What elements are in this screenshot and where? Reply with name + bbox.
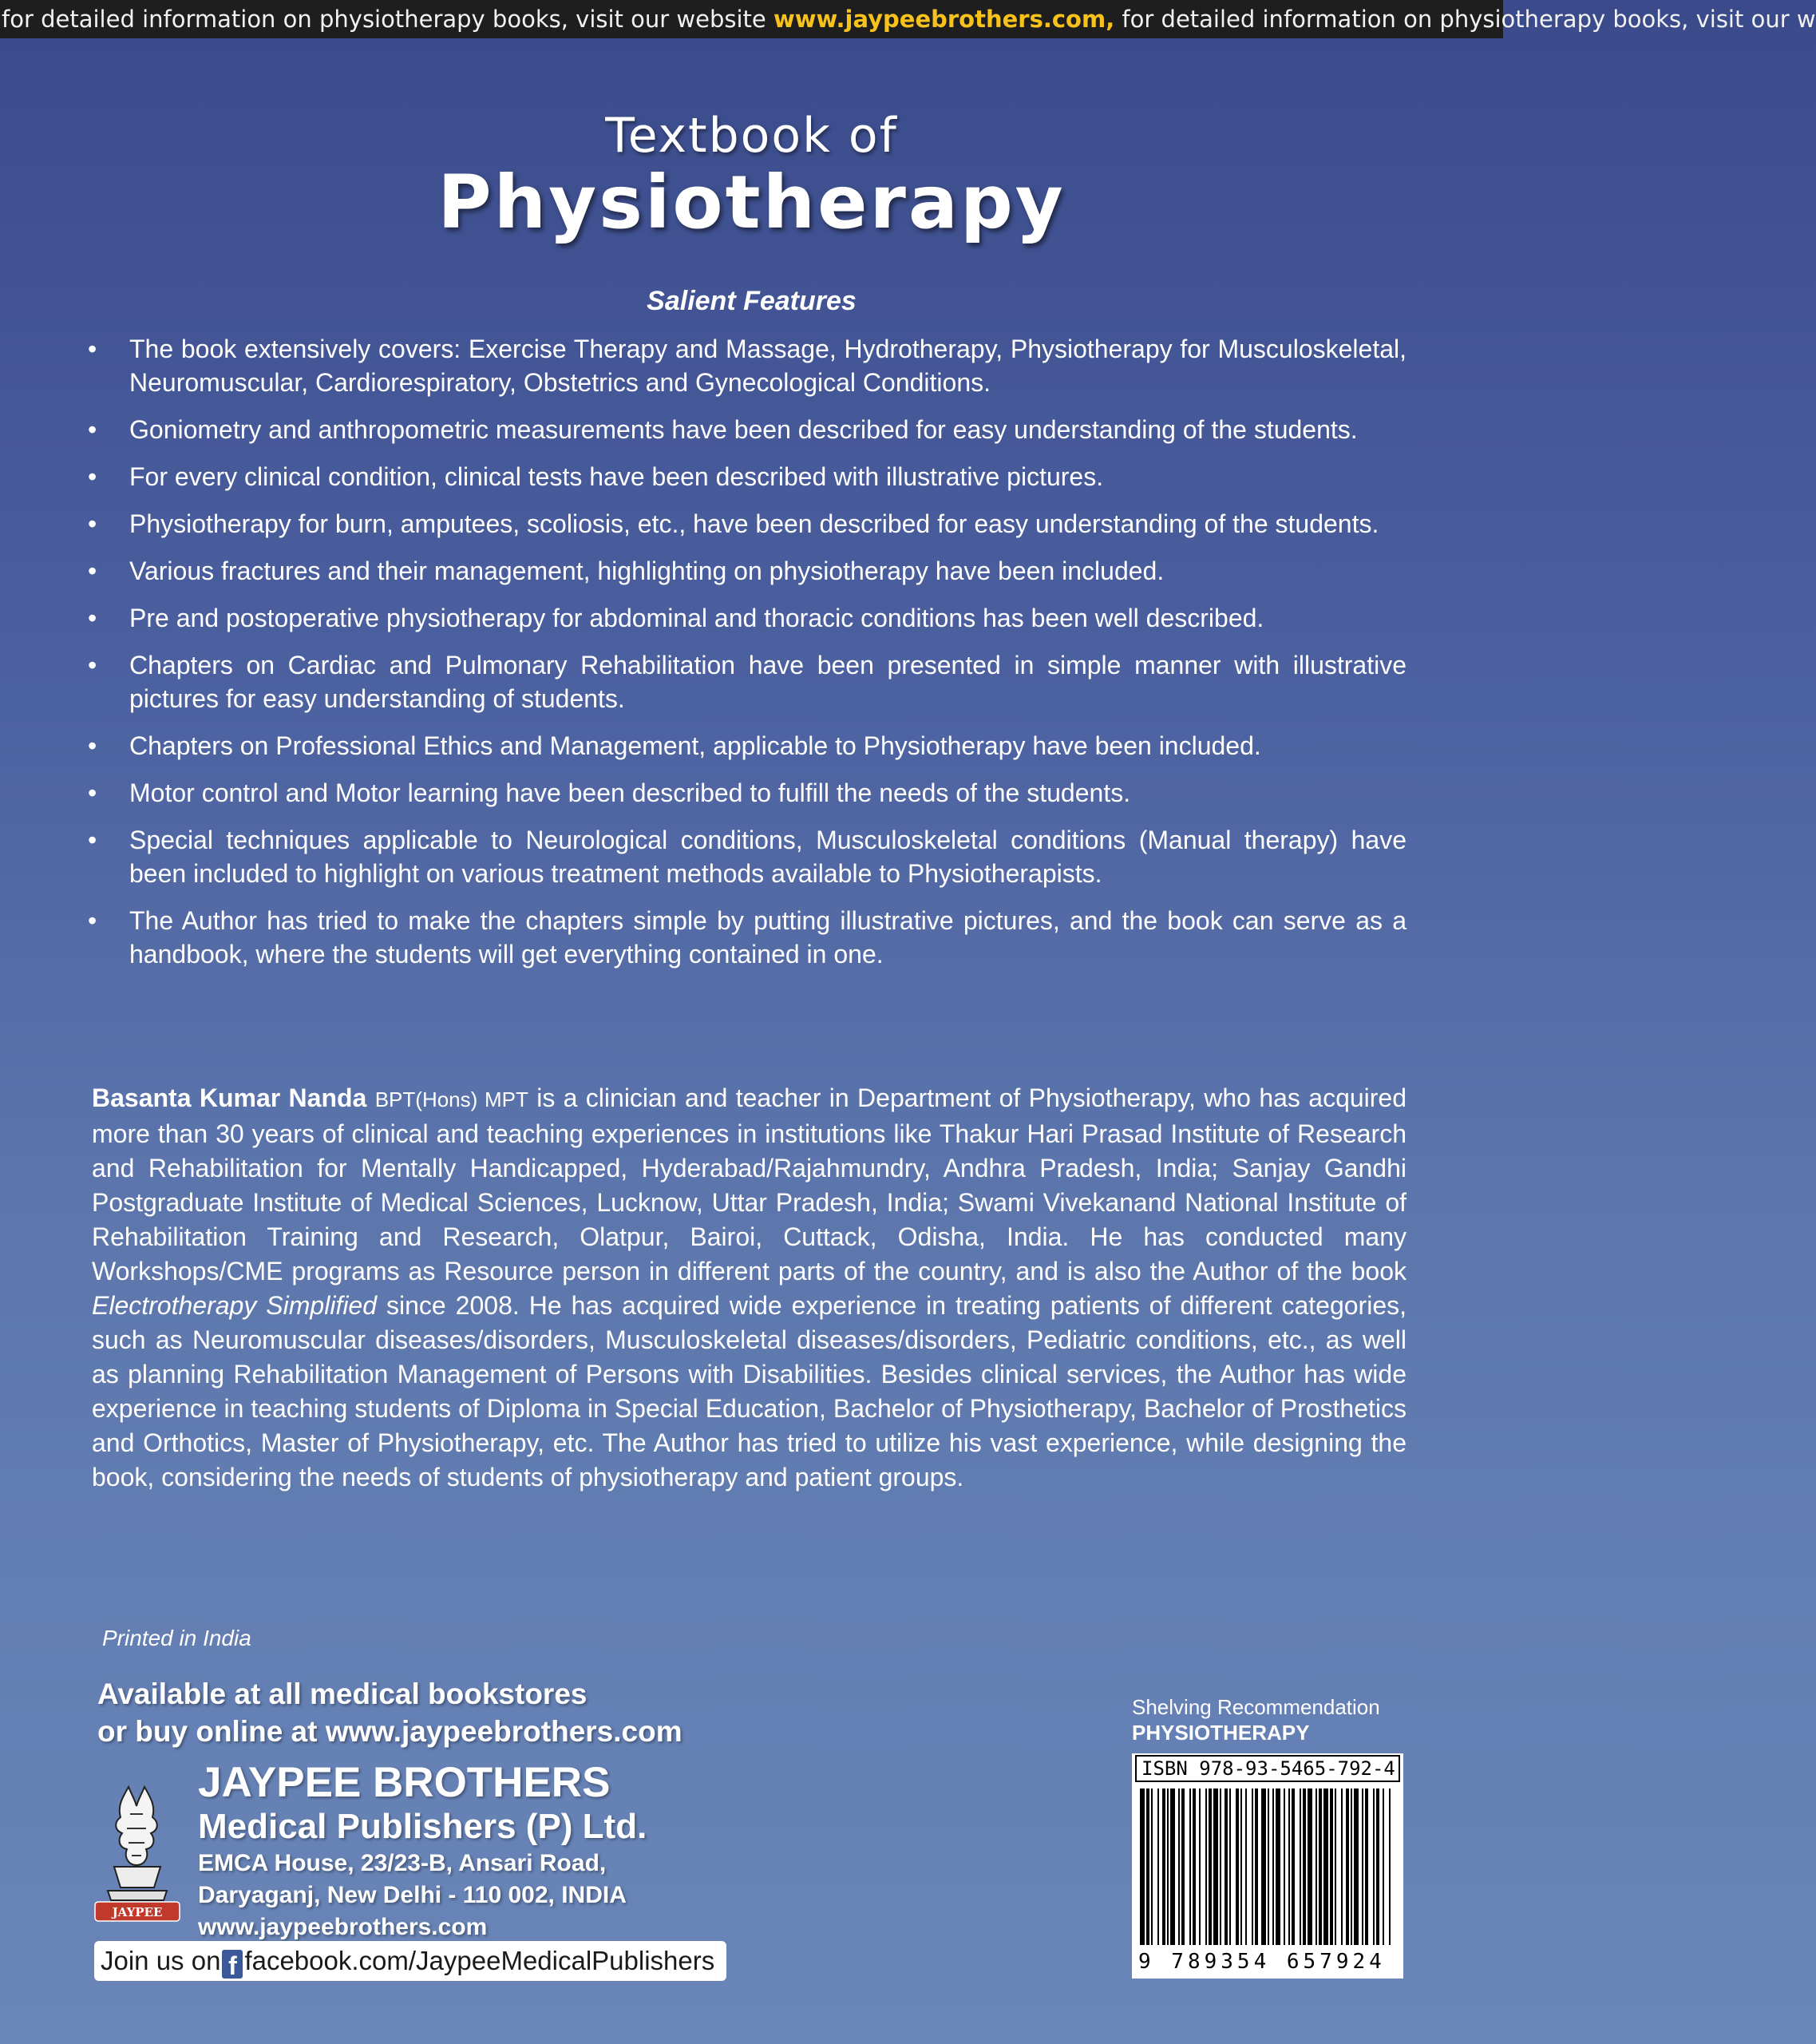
author-degrees: BPT(Hons) MPT xyxy=(374,1087,528,1111)
feature-item: • Goniometry and anthropometric measurements have been described for easy understanding of the students. xyxy=(88,413,1407,446)
printed-in-india: Printed in India xyxy=(102,1626,251,1650)
shelving-label: Shelving Recommendation xyxy=(1132,1695,1380,1719)
facebook-url[interactable]: facebook.com/JaypeeMedicalPublishers xyxy=(244,1946,715,1975)
facebook-prefix: Join us on xyxy=(101,1946,221,1975)
bullet-icon: • xyxy=(88,826,97,854)
availability-line1: Available at all medical bookstores xyxy=(97,1678,588,1710)
publisher-name: JAYPEE BROTHERS xyxy=(198,1759,611,1806)
bullet-icon: • xyxy=(88,415,97,444)
author-bio xyxy=(92,1081,1407,1495)
feature-item: • Various fractures and their management, highlighting on physiotherapy have been included. xyxy=(88,554,1407,588)
feature-item: • The book extensively covers: Exercise Therapy and Massage, Hydrotherapy, Physiotherapy for Musculoskeletal, Neuromuscular, Cardiorespiratory, Obstetrics and Gynecological Conditions. xyxy=(88,332,1407,399)
jaypee-logo-icon xyxy=(90,1782,184,1923)
banner-url[interactable]: www.jaypeebrothers.com, xyxy=(773,6,1115,33)
banner-text: for detailed information on physiotherapy books, visit our website xyxy=(2,6,773,33)
features-list xyxy=(88,332,1407,984)
bullet-icon: • xyxy=(88,778,97,807)
bio-text-1: is a clinician and teacher in Department of Physiotherapy, who has acquired more than 30 years of clinical and teaching experiences in institutions like Thakur Hari Prasad Institute of Research and Rehabilitation for Mentally Handicapped, Hyderabad/Rajahmundry, Andhra Pradesh, India; Sanjay Gandhi Postgraduate Institute of Medical Sciences, Lucknow, Uttar Pradesh, India; Swami Vivekanand National Institute of Rehabilitation Training and Research, Olatpur, Bairoi, Cuttack, Odisha, India. He has conducted many Workshops/CME programs as Resource person in different parts of the country, and is also the Author of the book xyxy=(92,1083,1407,1285)
publisher-address-1: EMCA House, 23/23-B, Ansari Road, xyxy=(198,1850,607,1876)
feature-item: • For every clinical condition, clinical tests have been described with illustrative pictures. xyxy=(88,460,1407,493)
banner-text-repeat: for detailed information on physiotherapy books, visit our w xyxy=(1114,6,1816,33)
shelving-recommendation xyxy=(1132,1694,1380,1745)
isbn-barcode xyxy=(1132,1753,1403,1979)
barcode-bars-icon xyxy=(1135,1788,1400,1948)
bullet-icon: • xyxy=(88,462,97,491)
availability-block xyxy=(97,1675,682,1750)
bullet-icon: • xyxy=(88,335,97,363)
feature-item: • Pre and postoperative physiotherapy for abdominal and thoracic conditions has been well described. xyxy=(88,601,1407,635)
publisher-address-2: Daryaganj, New Delhi - 110 002, INDIA xyxy=(198,1882,627,1908)
facebook-link[interactable] xyxy=(94,1941,726,1981)
salient-features-heading: Salient Features xyxy=(647,286,857,316)
book-title: Electrotherapy Simplified xyxy=(92,1291,378,1320)
barcode-digits: 9 789354 657924 xyxy=(1138,1950,1386,1974)
bullet-icon: • xyxy=(88,906,97,935)
bio-text-2: since 2008. He has acquired wide experience in treating patients of different categories, such as Neuromuscular diseases/disorders, Musculoskeletal diseases/disorders, Pediatric conditions, etc., as well as planning Rehabilitation Management of Persons with Disabilities. Besides clinical services, the Author has wide experience in teaching students of Diploma in Special Education, Bachelor of Physiotherapy, Bachelor of Prosthetics and Orthotics, Master of Physiotherapy, etc. The Author has tried to utilize his vast experience, while designing the book, considering the needs of students of physiotherapy and patient groups. xyxy=(92,1291,1407,1491)
top-banner xyxy=(0,0,1816,38)
feature-item: • Chapters on Cardiac and Pulmonary Rehabilitation have been presented in simple manner with illustrative pictures for easy understanding of students. xyxy=(88,648,1407,715)
title-line1: Textbook of xyxy=(605,108,898,164)
availability-line2: or buy online at www.jaypeebrothers.com xyxy=(97,1715,682,1748)
feature-item: • The Author has tried to make the chapters simple by putting illustrative pictures, and the book can serve as a handbook, where the students will get everything contained in one. xyxy=(88,904,1407,971)
logo-text: JAYPEE xyxy=(112,1905,163,1919)
shelving-value: PHYSIOTHERAPY xyxy=(1132,1721,1310,1745)
facebook-icon: f xyxy=(222,1950,243,1979)
publisher-block xyxy=(198,1760,647,1943)
title-line2: Physiotherapy xyxy=(437,160,1066,245)
isbn-text: ISBN 978-93-5465-792-4 xyxy=(1135,1755,1400,1782)
publisher-website[interactable]: www.jaypeebrothers.com xyxy=(198,1914,488,1940)
publisher-subname: Medical Publishers (P) Ltd. xyxy=(198,1807,647,1846)
feature-item: • Motor control and Motor learning have been described to fulfill the needs of the students. xyxy=(88,776,1407,810)
feature-item: • Special techniques applicable to Neurological conditions, Musculoskeletal conditions (Manual therapy) have been included to highlight on various treatment methods available to Physiotherapists. xyxy=(88,823,1407,890)
bullet-icon: • xyxy=(88,731,97,760)
bullet-icon: • xyxy=(88,651,97,679)
feature-item: • Physiotherapy for burn, amputees, scoliosis, etc., have been described for easy understanding of the students. xyxy=(88,507,1407,541)
bullet-icon: • xyxy=(88,604,97,632)
author-name: Basanta Kumar Nanda xyxy=(92,1083,367,1112)
bullet-icon: • xyxy=(88,557,97,585)
feature-item: • Chapters on Professional Ethics and Management, applicable to Physiotherapy have been included. xyxy=(88,729,1407,763)
bullet-icon: • xyxy=(88,509,97,538)
